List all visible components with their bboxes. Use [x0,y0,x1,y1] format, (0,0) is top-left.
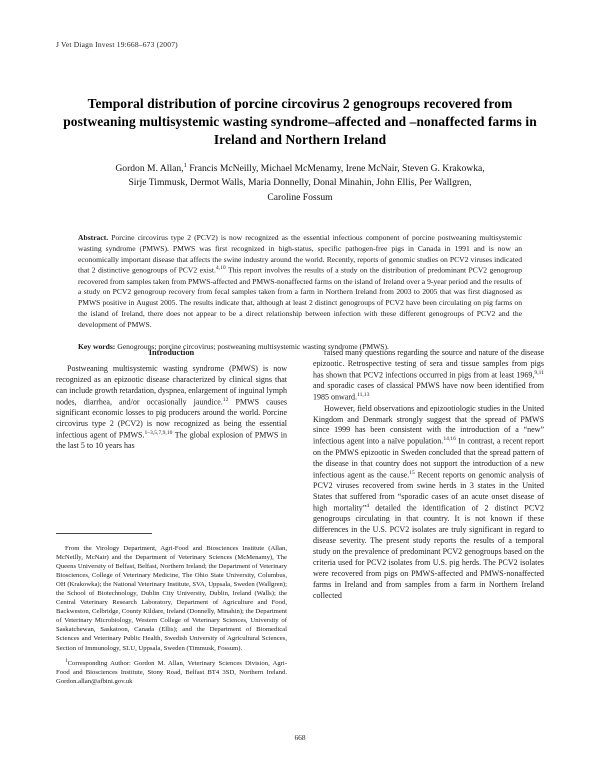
author-line-2: Sirje Timmusk, Dermot Walls, Maria Donnelly, Donal Minahin, John Ellis, Per Wallgren, [128,177,472,189]
author-list [56,161,544,205]
intro-p2-citation-2: 11,13 [357,392,370,399]
intro-p3-citation-2: 15 [409,469,415,476]
column-right [313,348,544,601]
intro-p2-citation-1: 9,11 [534,369,544,376]
abstract-block [78,233,522,352]
intro-p2-part-2: and sporadic cases of classical PMWS have now been identified from 1985 onward. [313,381,544,402]
keywords-text: Genogroups; porcine circovirus; postweaning multisystemic wasting syndrome (PMWS). [115,341,389,351]
intro-p1-citation-1: 12 [222,396,229,403]
journal-reference: J Vet Diagn Invest 19:668–673 (2007) [56,40,178,49]
author-line-1-names: Gordon M. Allan, [115,163,184,175]
intro-p1-citation-2: 1–3,5,7,9,10 [144,429,173,436]
intro-p3-citation-1: 14,16 [443,436,456,443]
intro-paragraph-1 [56,364,287,452]
intro-p1-part-3: The global explosion of PMWS in the last 5 to 10 years has [56,430,287,451]
author-affiliation-marker: 1 [183,161,187,169]
abstract-text-part-1: Porcine circovirus type 2 (PCV2) is now recognized as the essential infectious component of porcine postweaning multisystemic wasting syndrome (PMWS). PMWS was first recognized in high-status, specific pathogen-free pigs in Canada in 1991 and is now an economically important disease that affects the swine industry around the world. Recently, reports of genomic studies on PCV2 viruses indicated that 2 distinctive genogroups of PCV2 exist. [78,233,522,275]
intro-p1-part-2: PMWS causes significant economic losses to pig producers around the world. Porcine circovirus type 2 (PCV2) is now recognized as being the essential infectious agent of PMWS. [56,397,287,440]
intro-paragraph-3 [313,404,544,602]
intro-p1-part-1: Postweaning multisystemic wasting syndrome (PMWS) is now recognized as an epizootic disease characterized by clinical signs that can include growth retardation, dyspnea, enlargement of inguinal lymph nodes, diarrhea, and/or occasionally jaundice. [56,364,287,407]
keywords-label: Key words: [78,341,116,351]
footnote-affiliation: From the Virology Department, Agri-Food and Biosciences Institute (Allan, McNeilly, McNair) and the Department of Veterinary Sciences (McMenamy), The Queens University of Belfast, Belfast, Northern Ireland; the Department of Veterinary Biosciences, College of Veterinary Medicine, The Ohio State University, Columbus, OH (Krakowka); the National Veterinary Institute, SVA, Uppsala, Sweden (Wallgren); the School of Biotechnology, Dublin City University, Dublin, Ireland (Walls); the Central Veterinary Research Laboratory, Department of Agriculture and Food, Backweston, Celbridge, County Kildare, Ireland (Donnelly, Minahin); the Department of Veterinary Microbiology, Western College of Veterinary Sciences, University of Saskatchewan, Saskatoon, Canada (Ellis); and the Department of Biomedical Sciences and Veterinary Public Health, Swedish University of Agricultural Sciences, Section of Immunology, SLU, Uppsala, Sweden (Timmusk, Fossum). [56,545,287,652]
page-number: 668 [294,733,306,742]
page-title: Temporal distribution of porcine circovirus 2 genogroups recovered from postweaning multisystemic wasting syndrome–affected and –nonaffected farms in Ireland and Northern Ireland [63,96,537,147]
footnote-divider [56,533,152,534]
intro-p3-part-1: However, field observations and epizootiologic studies in the United Kingdom and Denmark strongly suggest that the spread of PMWS since 1999 has been consistent with the introduction of a “new” infectious agent into a naïve population. [313,403,544,446]
footnote-block [56,544,287,691]
intro-p3-citation-3: 4 [366,502,370,509]
section-heading-introduction: Introduction [148,348,195,357]
abstract-label: Abstract. [78,233,109,242]
footnote-corresponding-marker: 1 [65,657,68,664]
footnote-corresponding-author [56,658,287,686]
intro-p3-part-3: Recent reports on genomic analysis of PCV2 viruses recovered from swine herds in 3 states in the United States that suffered from “sporadic cases of an acute onset disease of high mortality” [313,470,544,513]
body-columns [56,348,544,748]
author-line-3: Caroline Fossum [267,191,333,203]
footnote-corresponding-text: Corresponding Author: Gordon M. Allan, Veterinary Sciences Division, Agri-Food and Biosciences Institute, Stony Road, Belfast BT4 3SD, Northern Ireland. Gordon.allan@afbini.gov.uk [56,659,287,685]
author-line-1-rest: Francis McNeilly, Michael McMenamy, Irene McNair, Steven G. Krakowka, [186,163,485,175]
intro-p2-part-1: raised many questions regarding the source and nature of the disease epizootic. Retrospective testing of sera and tissue samples from pigs has shown that PCV2 infections occurred in pigs from at least 1969, [313,348,544,380]
intro-p3-part-4: detailed the identification of 2 distinct PCV2 genogroups circulating in that country. It is not known if these differences in the U.S. PCV2 isolates are truly significant in regard to disease severity. The present study reports the results of a temporal study on the prevalence of predominant PCV2 genogroups based on the criteria used for PCV2 isolates from U.S. pig herds. The PCV2 isolates were recovered from pigs on PMWS-affected and PMWS-nonaffected farms in Ireland and from samples from a farm in Northern Ireland collected [313,503,544,600]
abstract-paragraph [78,233,522,331]
title-block [56,95,544,205]
intro-paragraph-2 [313,348,544,404]
abstract-citation-1: 4,10 [215,265,226,272]
abstract-text-part-2: This report involves the results of a study on the distribution of predominant PCV2 genogroup recovered from samples taken from PMWS-affected and PMWS-nonaffected farms on the island of Ireland over a 9-year period and the results of a study on PCV2 genogroup recovery from fecal samples taken from a farm in Northern Ireland from 2003 to 2005 that was first diagnosed as PMWS positive in August 2005. The results indicate that, although at least 2 distinct genogroups of PCV2 have been circulating on pig farms on the island of Ireland, there does not appear to be a direct relationship between infection with these different genogroups of PCV2 and the development of PMWS. [78,265,522,329]
column-left [56,348,287,685]
author-line-1 [56,161,544,177]
intro-p3-part-2: In contrast, a recent report on the PMWS epizootic in Sweden concluded that the spread pattern of the disease in that country does not support the introduction of a new infectious agent as the cause. [313,436,544,480]
